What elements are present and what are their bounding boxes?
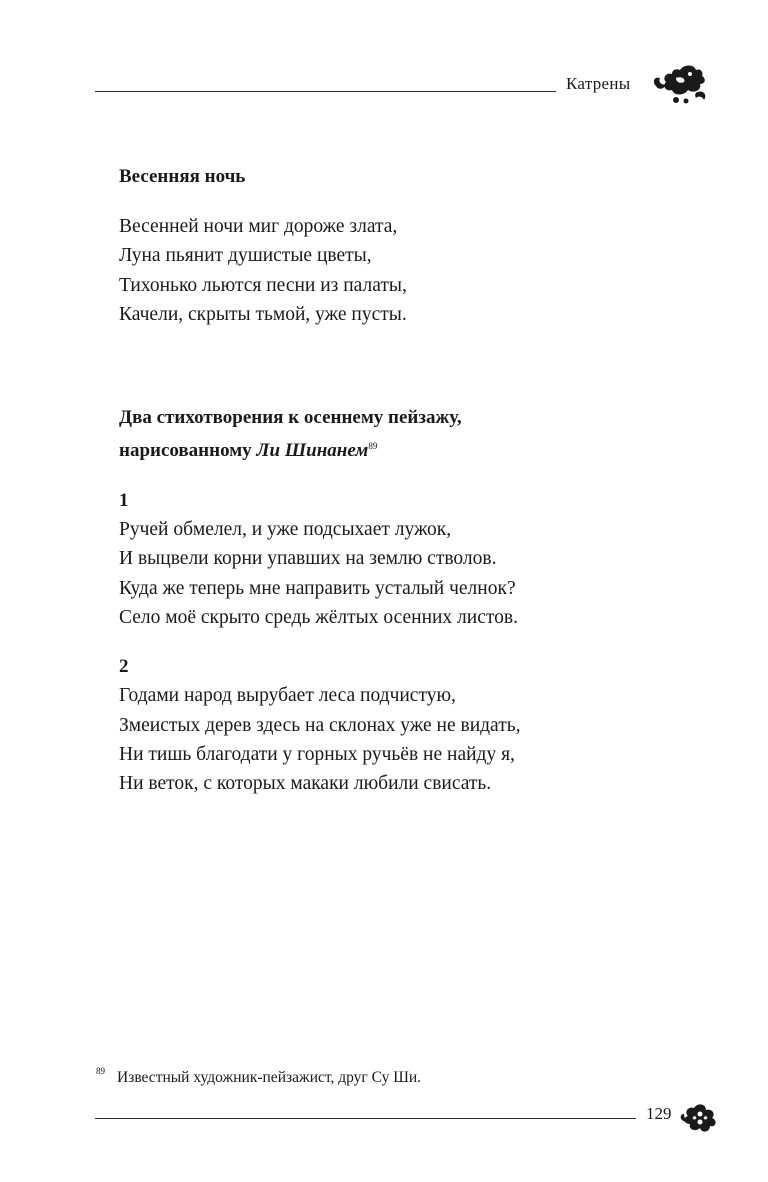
footnote	[96, 1066, 421, 1087]
footnote-text: Известный художник-пейзажист, друг Су Ши.	[117, 1069, 422, 1086]
header-rule	[95, 91, 556, 92]
poem-line: Ни веток, с которых макаки любили свисать.	[119, 773, 492, 795]
poem-line: Село моё скрыто средь жёлтых осенних листов.	[119, 607, 518, 629]
poem-title-line: нарисованному	[119, 440, 257, 462]
poem-title	[119, 403, 679, 465]
running-head: Катрены	[566, 74, 631, 93]
poem-stanza	[119, 681, 679, 798]
poem-line: Куда же теперь мне направить усталый челнок?	[119, 577, 516, 599]
poem-line: Качели, скрыты тьмой, уже пусты.	[119, 303, 407, 325]
poem-line: Змеистых дерев здесь на склонах уже не видать,	[119, 714, 521, 736]
poem-title-line: Два стихотворения к осеннему пейзажу,	[119, 407, 462, 429]
artist-name: Ли Шинанем	[256, 440, 369, 462]
page-number: 129	[646, 1104, 672, 1123]
stanza-number: 1	[119, 490, 129, 512]
poem-stanza	[119, 515, 679, 632]
poem-title: Весенняя ночь	[119, 166, 246, 187]
poem-stanza	[119, 212, 679, 329]
dragon-ornament-icon	[650, 62, 708, 104]
poem-line: Тихонько льются песни из палаты,	[119, 274, 407, 296]
poem-line: Годами народ вырубает леса подчистую,	[119, 685, 456, 707]
footer-rule	[95, 1118, 636, 1119]
poem-line: Ручей обмелел, и уже подсыхает лужок,	[119, 519, 452, 541]
footnote-reference: 89	[368, 441, 378, 452]
stanza-number: 2	[119, 656, 129, 678]
cloud-ornament-icon	[680, 1102, 720, 1134]
footnote-number: 89	[96, 1066, 105, 1076]
poem-line: Весенней ночи миг дороже злата,	[119, 216, 398, 237]
poem-line: Ни тишь благодати у горных ручьёв не найду я,	[119, 743, 515, 765]
poem-line: И выцвели корни упавших на землю стволов.	[119, 548, 497, 570]
page-content	[119, 162, 679, 799]
poem-line: Луна пьянит душистые цветы,	[119, 245, 372, 267]
